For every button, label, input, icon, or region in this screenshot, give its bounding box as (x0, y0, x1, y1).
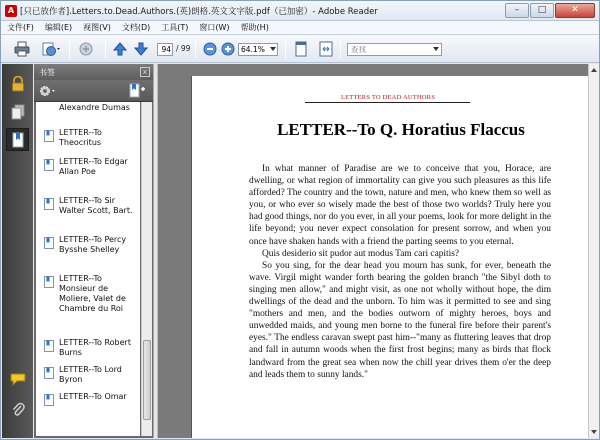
new-bookmark-icon (128, 83, 146, 99)
gear-icon (39, 84, 59, 98)
menu-help[interactable]: 帮助(H) (240, 23, 269, 32)
bookmark-label: LETTER--To Sir Walter Scott, Bart. (59, 196, 133, 215)
collaborate-button[interactable] (39, 40, 63, 58)
zoom-value: 64.1% (241, 45, 265, 54)
paragraph: In what manner of Paradise are we to conceive that you, Horace, are dwelling, or what region of immortality can give you such pleasures as this life afforded? The country and the town, nature and men, who knew them so well as you, or who ever so wisely made the best of those two worlds? Truly here you had good things, nor do you ever, in all your poems, look for more delight in the life beyond; you never expect consolation for present sorrow, and when you once have shaken hands with a friend the parting seems to you eternal. (249, 164, 551, 247)
bookmark-icon (44, 237, 54, 249)
bookmark-icon (44, 159, 54, 171)
document-view (158, 64, 588, 438)
maximize-icon: □ (537, 5, 547, 15)
bookmark-label: LETTER--To Monsieur de Moliere, Valet de Chambre du Roi (59, 274, 126, 313)
menu-file[interactable]: 文件(F) (7, 23, 34, 32)
menu-window[interactable]: 窗口(W) (199, 23, 230, 32)
zoom-out-icon (203, 42, 217, 56)
bookmark-icon (44, 198, 54, 210)
page-title: LETTER--To Q. Horatius Flaccus (277, 120, 525, 139)
page-body (249, 163, 551, 381)
arrow-down-icon (133, 41, 149, 57)
bookmark-label: Alexandre Dumas (59, 103, 130, 112)
attachments-icon (11, 402, 25, 418)
title-bar (1, 1, 599, 21)
new-bookmark-button[interactable] (128, 83, 146, 99)
fit-page-icon (293, 41, 309, 57)
pages-icon (11, 104, 25, 120)
bookmark-label: LETTER--To Edgar Allan Poe (59, 157, 128, 176)
fit-width-icon (318, 41, 334, 57)
minimize-button[interactable] (505, 3, 529, 18)
maximize-button[interactable] (530, 3, 554, 18)
next-page-button[interactable] (132, 40, 150, 58)
header-rule (305, 102, 470, 103)
toolbar (1, 35, 599, 63)
search-placeholder: 查找 (351, 45, 366, 54)
minimize-icon: – (514, 5, 520, 15)
attachments-button[interactable] (6, 398, 29, 421)
zoom-out-button[interactable] (201, 40, 219, 58)
adobe-reader-icon: A (5, 5, 17, 17)
bookmark-icon (44, 276, 54, 288)
comments-icon (10, 372, 26, 386)
document-scrollbar[interactable] (588, 64, 599, 438)
close-panel-button[interactable]: x (140, 67, 150, 77)
fit-page-button[interactable] (292, 40, 310, 58)
menu-edit[interactable]: 编辑(E) (44, 23, 73, 32)
security-button[interactable] (6, 72, 29, 95)
bookmark-label: LETTER--To Omar (59, 392, 127, 401)
bookmarks-title: 书签 (39, 68, 55, 77)
scroll-up-icon[interactable] (591, 68, 597, 72)
menu-tools[interactable]: 工具(T) (161, 23, 189, 32)
chevron-down-icon (270, 47, 276, 51)
pages-button[interactable] (6, 100, 29, 123)
share-icon (78, 41, 98, 57)
page-number-input[interactable]: 94 (157, 43, 173, 56)
bookmarks-list (36, 102, 140, 436)
bookmark-icon (44, 130, 54, 142)
collaborate-icon (40, 41, 62, 57)
bookmark-label: LETTER--To Lord Byron (59, 365, 122, 384)
options-button[interactable] (39, 84, 59, 98)
bookmark-label: LETTER--To Theocritus (59, 128, 102, 147)
bookmark-label: LETTER--To Robert Burns (59, 338, 131, 357)
previous-page-button[interactable] (111, 40, 129, 58)
printer-icon (14, 41, 30, 57)
bookmarks-icon (11, 132, 25, 148)
bookmarks-button[interactable] (6, 128, 29, 151)
window-title: [只已放作者].Letters.to.Dead.Authors.(英)朗格.英文文字版.pdf（已加密）- Adobe Reader (20, 7, 378, 17)
paragraph: Quis desiderio sit pudor aut modus Tam cari capitis? (262, 248, 460, 259)
bookmark-icon (44, 367, 54, 379)
pdf-page (191, 76, 588, 438)
chevron-down-icon (433, 47, 439, 51)
bookmark-label: LETTER--To Percy Bysshe Shelley (59, 235, 127, 254)
menu-document[interactable]: 文档(D) (121, 23, 151, 32)
scroll-down-icon[interactable] (591, 430, 597, 434)
window-controls (504, 3, 595, 18)
comments-button[interactable] (6, 367, 29, 390)
print-button[interactable] (13, 40, 31, 58)
running-head: LETTERS TO DEAD AUTHORS (340, 94, 436, 101)
page-total: / 99 (176, 44, 191, 53)
bookmark-icon (44, 394, 54, 406)
bookmarks-panel (34, 64, 153, 438)
bookmarks-scrollbar[interactable] (141, 102, 152, 436)
lock-icon (11, 76, 25, 92)
paragraph: So you sing, for the dear head you mourn has sunk, for ever, beneath the wave. Virgil might wander forth bearing the golden branch "the Sibyl doth to singing men allow," and might visit, as one not wholly without hope, the dim dwellings of the dead and the unborn. To him was it permitted to see and sing "mothers and men, and the bodies outworn of mighty heroes, boys and unwedded maids, and young men borne to the funeral fire before their parent's eyes." The endless caravan swept past him--"many as fluttering leaves that drop and fall in autumn woods when the first frost begins; many as birds that flock landward from the great sea when now the chill year drives them o'er the deep and leads them to sunny lands." (249, 260, 551, 380)
zoom-in-icon (221, 42, 235, 56)
navigation-pane (2, 64, 33, 438)
bookmarks-header (34, 64, 153, 80)
arrow-up-icon (112, 41, 128, 57)
menu-bar (1, 21, 599, 35)
bookmarks-toolbar (34, 80, 153, 102)
zoom-in-button[interactable] (219, 40, 237, 58)
search-input[interactable] (347, 43, 442, 56)
scrollbar-thumb[interactable] (143, 340, 151, 420)
menu-view[interactable]: 视图(V) (83, 23, 111, 32)
share-button[interactable] (77, 40, 99, 58)
zoom-select[interactable] (238, 43, 278, 56)
fit-width-button[interactable] (317, 40, 335, 58)
bookmark-icon (44, 340, 54, 352)
close-icon: ✕ (571, 5, 579, 15)
close-button[interactable] (555, 3, 595, 18)
